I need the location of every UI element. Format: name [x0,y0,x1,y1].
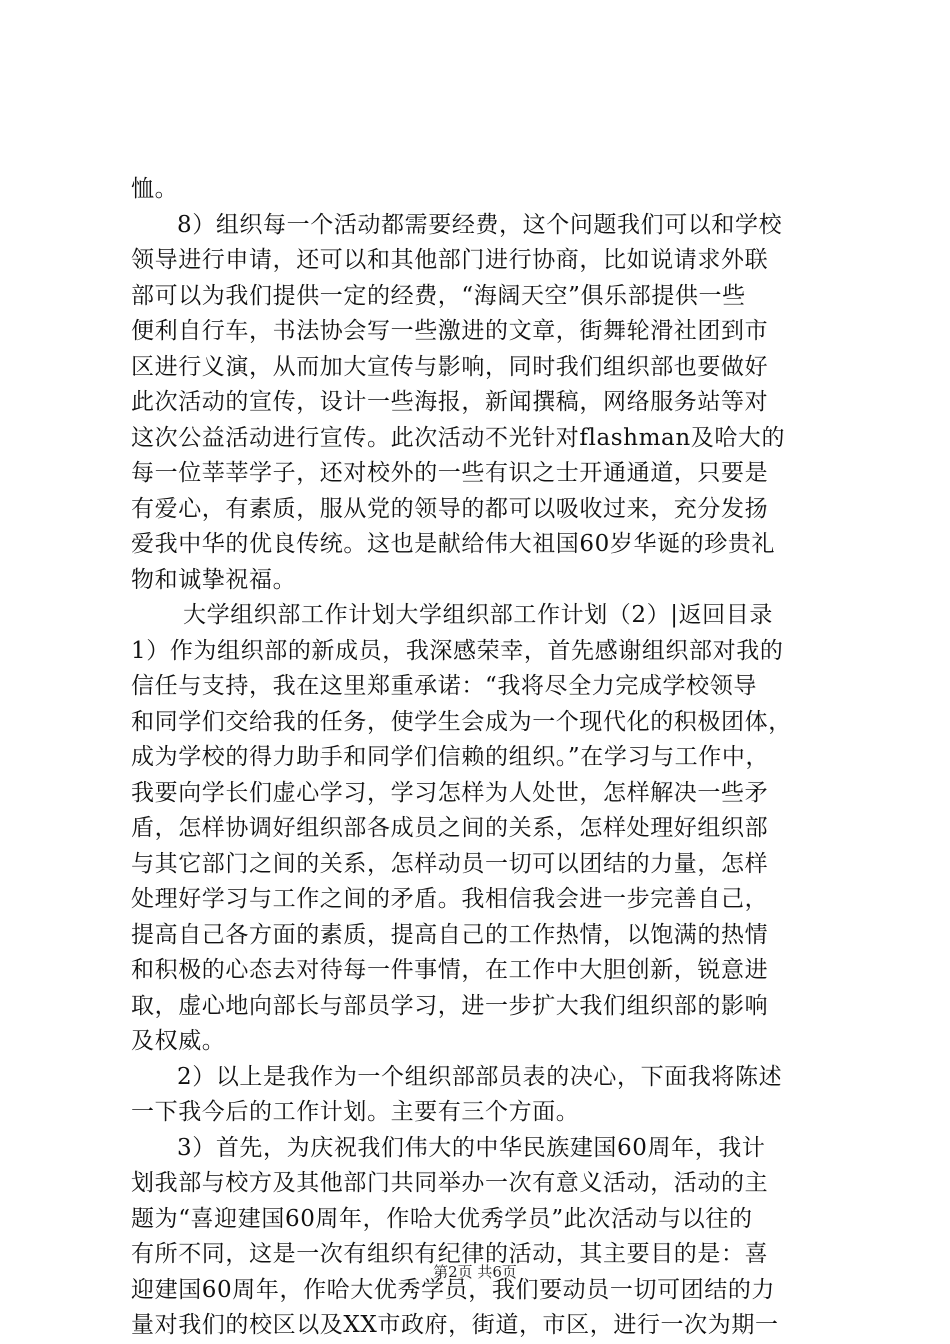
text-line: 取，虚心地向部长与部员学习，进一步扩大我们组织部的影响 [131,992,769,1019]
text-line: 和积极的心态去对待每一件事情，在工作中大胆创新，锐意进 [131,957,769,983]
document-body [131,172,831,1344]
text-line: 领导进行申请，还可以和其他部门进行协商，比如说请求外联 [131,247,769,273]
text-line: 迎建国60周年，作哈大优秀学员，我们要动员一切可团结的力 [131,1276,776,1303]
page-number-footer: 第2页 共6页 [433,1263,517,1281]
text-line: 信任与支持，我在这里郑重承诺：“我将尽全力完成学校领导 [131,673,757,699]
text-line: 一下我今后的工作计划。主要有三个方面。 [131,1099,580,1125]
text-line: 处理好学习与工作之间的矛盾。我相信我会进一步完善自己， [131,886,769,912]
text-line: 及权威。 [131,1028,226,1054]
text-line: 提高自己各方面的素质，提高自己的工作热情，以饱满的热情 [131,921,769,948]
text-line: 量对我们的校区以及XX市政府，街道，市区，进行一次为期一 [131,1312,779,1338]
text-line: 便利自行车，书法协会写一些激进的文章，街舞轮滑社团到市 [131,318,769,344]
text-line: 我要向学长们虚心学习，学习怎样为人处世，怎样解决一些矛 [131,779,769,806]
text-line: 题为“喜迎建国60周年，作哈大优秀学员”此次活动与以往的 [131,1205,753,1232]
text-line: 成为学校的得力助手和同学们信赖的组织。”在学习与工作中， [131,744,770,770]
text-line: 爱我中华的优良传统。这也是献给伟大祖国60岁华诞的珍贵礼 [131,531,776,557]
text-line: 盾，怎样协调好组织部各成员之间的关系，怎样处理好组织部 [131,815,769,841]
text-line: 每一位莘莘学子，还对校外的一些有识之士开通通道，只要是 [131,460,769,486]
text-line: 有爱心，有素质，服从党的领导的都可以吸收过来，充分发扬 [131,495,769,522]
text-line: 有所不同，这是一次有组织有纪律的活动，其主要目的是：喜 [131,1241,769,1267]
text-line: 划我部与校方及其他部门共同举办一次有意义活动，活动的主 [131,1170,769,1196]
text-line: 恤。 [131,176,179,202]
section-heading: 大学组织部工作计划大学组织部工作计划（2）|返回目录 [183,602,773,628]
paragraph-2-start: 2）以上是我作为一个组织部部员表的决心，下面我将陈述 [177,1063,783,1090]
paragraph-3-start: 3）首先，为庆祝我们伟大的中华民族建国60周年，我计 [177,1134,766,1161]
text-line: 与其它部门之间的关系，怎样动员一切可以团结的力量，怎样 [131,850,769,877]
text-line: 这次公益活动进行宣传。此次活动不光针对flashman及哈大的 [131,424,786,451]
text-line: 物和诚挚祝福。 [131,566,297,593]
text-line: 部可以为我们提供一定的经费，“海阔天空”俱乐部提供一些 [131,282,746,309]
paragraph-1-start: 1）作为组织部的新成员，我深感荣幸，首先感谢组织部对我的 [131,637,784,664]
paragraph-8-start: 8）组织每一个活动都需要经费，这个问题我们可以和学校 [177,211,783,238]
text-line: 区进行义演，从而加大宣传与影响，同时我们组织部也要做好 [131,353,769,380]
text-line: 和同学们交给我的任务，使学生会成为一个现代化的积极团体， [131,708,792,735]
text-line: 此次活动的宣传，设计一些海报，新闻撰稿，网络服务站等对 [131,389,769,415]
